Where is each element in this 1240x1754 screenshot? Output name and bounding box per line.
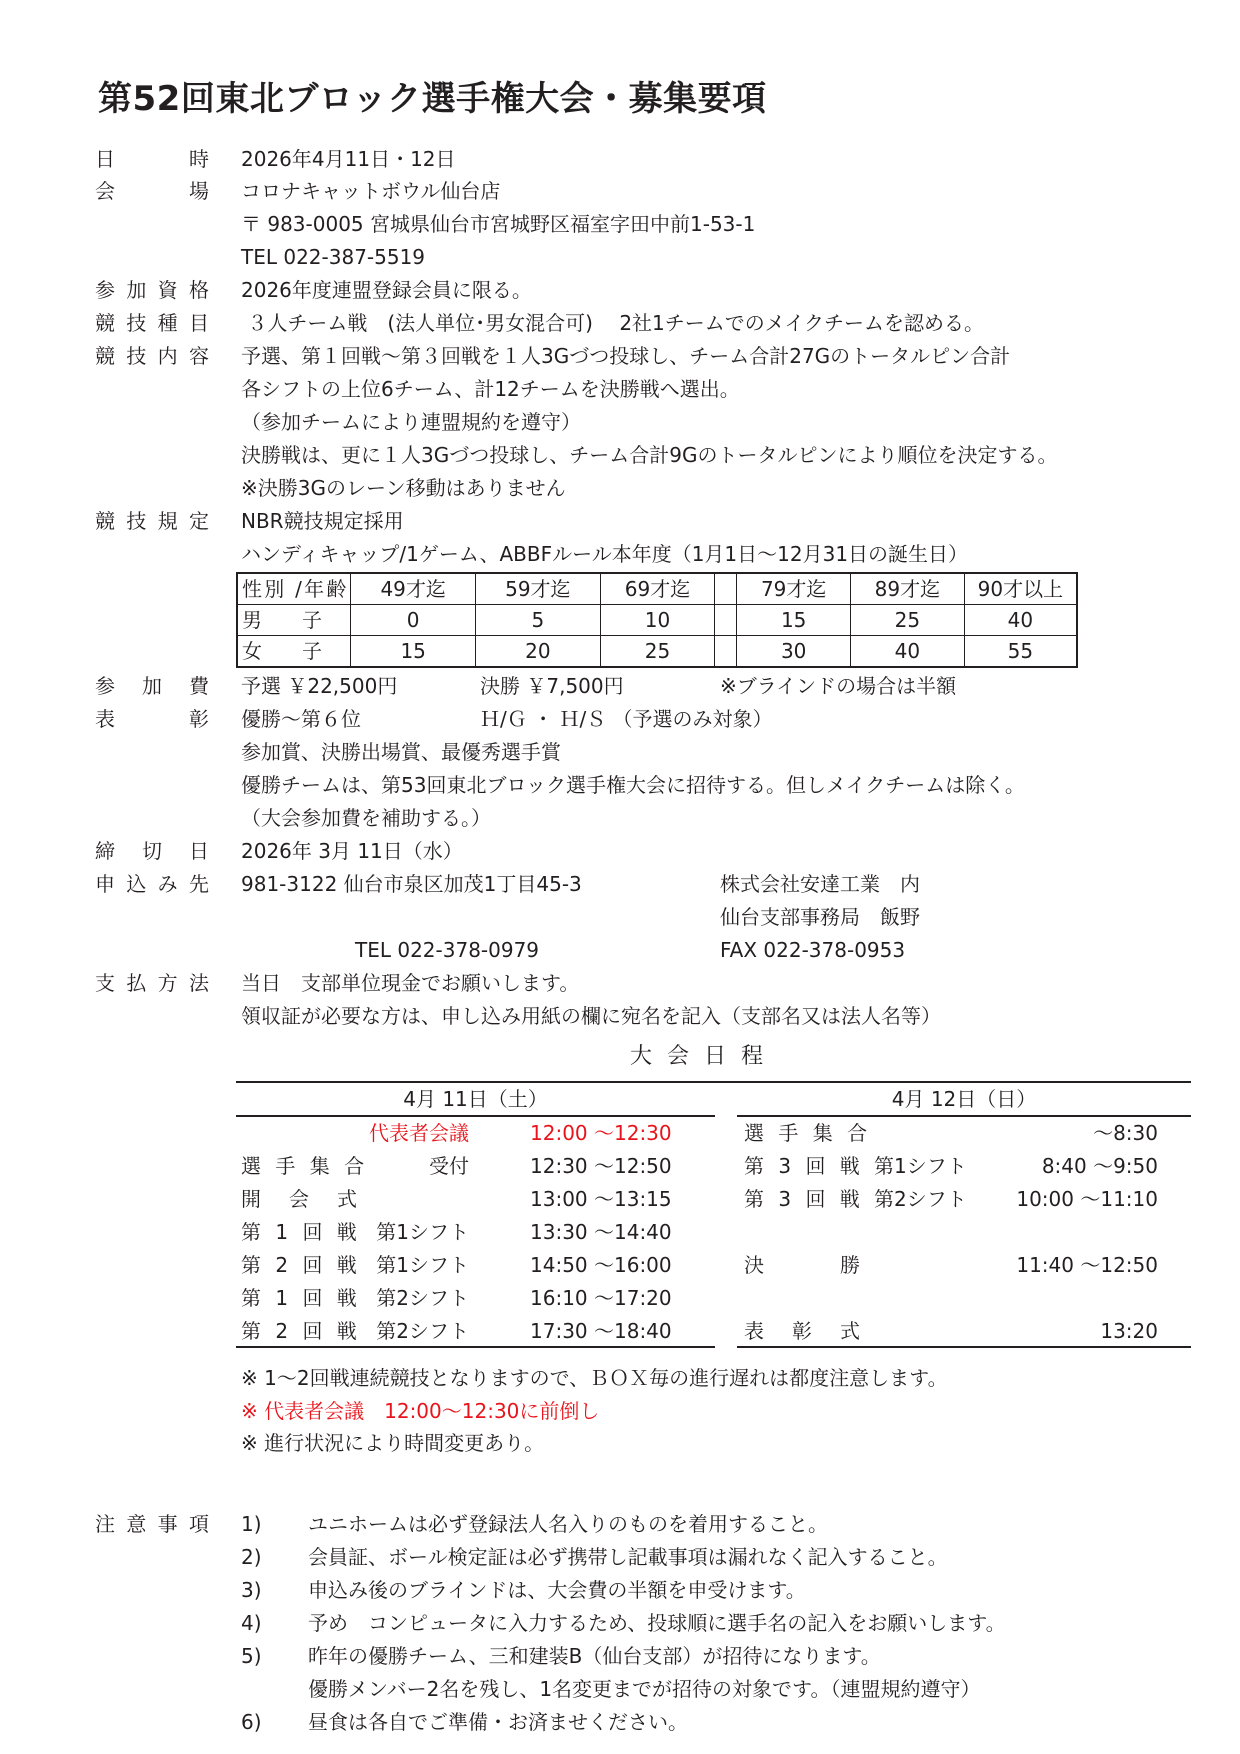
caution-number: 6) <box>241 1710 262 1734</box>
table-cell: 男 子 <box>237 605 351 636</box>
schedule-time: 16:10 ～17:20 <box>530 1286 672 1310</box>
schedule-time: ～8:30 <box>1093 1121 1158 1145</box>
deadline-value: 2026年 3月 11日（水） <box>241 839 463 863</box>
awards-line: 優勝チームは、第53回東北ブロック選手権大会に招待する。但しメイクチームは除く。 <box>241 773 1025 797</box>
schedule-time: 8:40 ～9:50 <box>1041 1154 1158 1178</box>
schedule-time: 12:30 ～12:50 <box>530 1154 672 1178</box>
payment-label: 支払方法 <box>95 971 209 995</box>
caution-text: 会員証、ボール検定証は必ず携帯し記載事項は漏れなく記入すること。 <box>308 1545 948 1569</box>
event-type-label: 競技種目 <box>95 311 209 335</box>
schedule-title: 大 会 日 程 <box>630 1044 767 1069</box>
eligibility-label: 参加資格 <box>95 278 209 302</box>
caution-text: 予め コンピュータに入力するため、投球順に選手名の記入をお願いします。 <box>308 1611 1006 1635</box>
table-cell: 15 <box>737 605 851 636</box>
schedule-time: 11:40 ～12:50 <box>1016 1253 1158 1277</box>
content-line: 決勝戦は、更に１人3Gづつ投球し、チーム合計9Gのトータルピンにより順位を決定する。 <box>241 443 1058 467</box>
apply-fax: FAX 022-378-0953 <box>720 938 906 962</box>
table-header-cell: 性別 /年齢 <box>237 573 351 605</box>
apply-label: 申込み先 <box>95 872 209 896</box>
schedule-day2-header: 4月 12日（日） <box>891 1087 1037 1111</box>
table-cell: 25 <box>851 605 965 636</box>
schedule-sub: 第1シフト <box>874 1154 967 1178</box>
apply-address: 981-3122 仙台市泉区加茂1丁目45-3 <box>241 872 582 896</box>
table-header-cell: 69才迄 <box>600 573 715 605</box>
table-cell: 5 <box>476 605 601 636</box>
schedule-note-red: ※ 代表者会議 12:00～12:30に前倒し <box>241 1399 600 1423</box>
schedule-event: 表 彰 式 <box>744 1319 864 1343</box>
table-header-cell: 49才迄 <box>351 573 476 605</box>
page-title: 第52回東北ブロック選手権大会・募集要項 <box>98 79 767 119</box>
schedule-bottom-rule <box>737 1346 1191 1348</box>
apply-company: 株式会社安達工業 内 <box>720 872 920 896</box>
table-gap-cell <box>715 573 737 605</box>
schedule-event: 第 2 回 戦 <box>241 1319 361 1343</box>
cautions-label: 注意事項 <box>95 1512 209 1536</box>
venue-label: 会場 <box>95 179 209 203</box>
event-type-value: ３人チーム戦 (法人単位･男女混合可) 2社1チームでのメイクチームを認める。 <box>241 311 984 335</box>
caution-text: 申込み後のブラインドは、大会費の半額を申受けます。 <box>308 1578 806 1602</box>
apply-tel: TEL 022-378-0979 <box>355 938 540 962</box>
schedule-event: 決 勝 <box>744 1253 864 1277</box>
table-cell: 15 <box>351 636 476 668</box>
schedule-sub: 第1シフト <box>376 1220 469 1244</box>
table-header-row <box>237 573 1077 605</box>
content-line: 予選、第１回戦～第３回戦を１人3Gづつ投球し、チーム合計27Gのトータルピン合計 <box>241 344 1011 368</box>
eligibility-value: 2026年度連盟登録会員に限る。 <box>241 278 532 302</box>
table-cell: 10 <box>600 605 715 636</box>
schedule-event: 第 1 回 戦 <box>241 1286 361 1310</box>
caution-number: 1) <box>241 1512 262 1536</box>
table-cell: 40 <box>964 605 1077 636</box>
schedule-sub: 第2シフト <box>874 1187 967 1211</box>
content-label: 競技内容 <box>95 344 209 368</box>
date-value: 2026年4月11日・12日 <box>241 147 456 171</box>
table-cell: 女 子 <box>237 636 351 668</box>
caution-number: 5) <box>241 1644 262 1668</box>
table-cell: 30 <box>737 636 851 668</box>
payment-line: 当日 支部単位現金でお願いします。 <box>241 971 580 995</box>
fee-note: ※ブラインドの場合は半額 <box>720 674 957 698</box>
caution-text: 昼食は各自でご準備・お済ませください。 <box>308 1710 688 1734</box>
table-cell: 55 <box>964 636 1077 668</box>
table-cell: 40 <box>851 636 965 668</box>
schedule-time: 13:30 ～14:40 <box>530 1220 672 1244</box>
schedule-event: 開 会 式 <box>241 1187 361 1211</box>
schedule-bottom-rule <box>236 1346 715 1348</box>
schedule-time: 14:50 ～16:00 <box>530 1253 672 1277</box>
awards-line: （大会参加費を補助する。） <box>241 806 491 830</box>
table-header-cell: 59才迄 <box>476 573 601 605</box>
table-header-cell: 90才以上 <box>964 573 1077 605</box>
schedule-time: 13:20 <box>1100 1319 1158 1343</box>
handicap-table <box>236 572 1078 668</box>
content-line: 各シフトの上位6チーム、計12チームを決勝戦へ選出。 <box>241 377 740 401</box>
schedule-event: 第 1 回 戦 <box>241 1220 361 1244</box>
date-label: 日時 <box>95 147 209 171</box>
deadline-label: 締切日 <box>95 839 209 863</box>
caution-text: 昨年の優勝チーム、三和建装B（仙台支部）が招待になります。 <box>308 1644 881 1668</box>
schedule-event: 選 手 集 合 <box>744 1121 872 1145</box>
venue-name: コロナキャットボウル仙台店 <box>241 179 501 203</box>
schedule-time: 12:00 ～12:30 <box>530 1121 672 1145</box>
schedule-time: 13:00 ～13:15 <box>530 1187 672 1211</box>
apply-office: 仙台支部事務局 飯野 <box>720 905 920 929</box>
schedule-event: 第 2 回 戦 <box>241 1253 361 1277</box>
fee-qualifier: 予選 ￥22,500円 <box>241 674 398 698</box>
schedule-sub: 第2シフト <box>376 1286 469 1310</box>
caution-number: 4) <box>241 1611 262 1635</box>
venue-tel: TEL 022-387-5519 <box>241 245 426 269</box>
payment-line: 領収証が必要な方は、申し込み用紙の欄に宛名を記入（支部名又は法人名等） <box>241 1004 941 1028</box>
schedule-time: 10:00 ～11:10 <box>1016 1187 1158 1211</box>
awards-line: 優勝～第６位 <box>241 707 361 731</box>
awards-line: 参加賞、決勝出場賞、最優秀選手賞 <box>241 740 561 764</box>
rules-line: ハンディキャップ/1ゲーム、ABBFルール本年度（1月1日～12月31日の誕生日） <box>241 542 969 566</box>
content-line: ※決勝3Gのレーン移動はありません <box>241 476 566 500</box>
schedule-event: 第 3 回 戦 <box>744 1154 864 1178</box>
table-row <box>237 636 1077 668</box>
table-gap-cell <box>715 605 737 636</box>
schedule-event: 選 手 集 合 <box>241 1154 369 1178</box>
schedule-sub: 第2シフト <box>376 1319 469 1343</box>
schedule-note: ※ 1～2回戦連続競技となりますので、ＢＯＸ毎の進行遅れは都度注意します。 <box>241 1366 948 1390</box>
awards-line: Ｈ/Ｇ ・ Ｈ/Ｓ （予選のみ対象） <box>480 707 773 731</box>
content-line: （参加チームにより連盟規約を遵守） <box>241 410 581 434</box>
table-gap-cell <box>715 636 737 668</box>
table-cell: 20 <box>476 636 601 668</box>
fee-label: 参加費 <box>95 674 209 698</box>
table-cell: 25 <box>600 636 715 668</box>
fee-final: 決勝 ￥7,500円 <box>480 674 624 698</box>
table-header-cell: 89才迄 <box>851 573 965 605</box>
schedule-sub: 第1シフト <box>376 1253 469 1277</box>
schedule-time: 17:30 ～18:40 <box>530 1319 672 1343</box>
schedule-day1-header: 4月 11日（土） <box>403 1087 548 1111</box>
caution-text: 優勝メンバー2名を残し、1名変更までが招待の対象です。（連盟規約遵守） <box>308 1677 981 1701</box>
caution-text: ユニホームは必ず登録法人名入りのものを着用すること。 <box>308 1512 828 1536</box>
rules-label: 競技規定 <box>95 509 209 533</box>
schedule-sub: 代表者会議 <box>369 1121 469 1145</box>
table-cell: 0 <box>351 605 476 636</box>
schedule-sub: 受付 <box>429 1154 469 1178</box>
table-header-cell: 79才迄 <box>737 573 851 605</box>
schedule-note: ※ 進行状況により時間変更あり。 <box>241 1431 545 1455</box>
caution-number: 3) <box>241 1578 262 1602</box>
table-row <box>237 605 1077 636</box>
awards-label: 表彰 <box>95 707 209 731</box>
venue-address: 〒 983-0005 宮城県仙台市宮城野区福室字田中前1-53-1 <box>241 212 756 236</box>
rules-line: NBR競技規定採用 <box>241 509 404 533</box>
schedule-event: 第 3 回 戦 <box>744 1187 864 1211</box>
caution-number: 2) <box>241 1545 262 1569</box>
